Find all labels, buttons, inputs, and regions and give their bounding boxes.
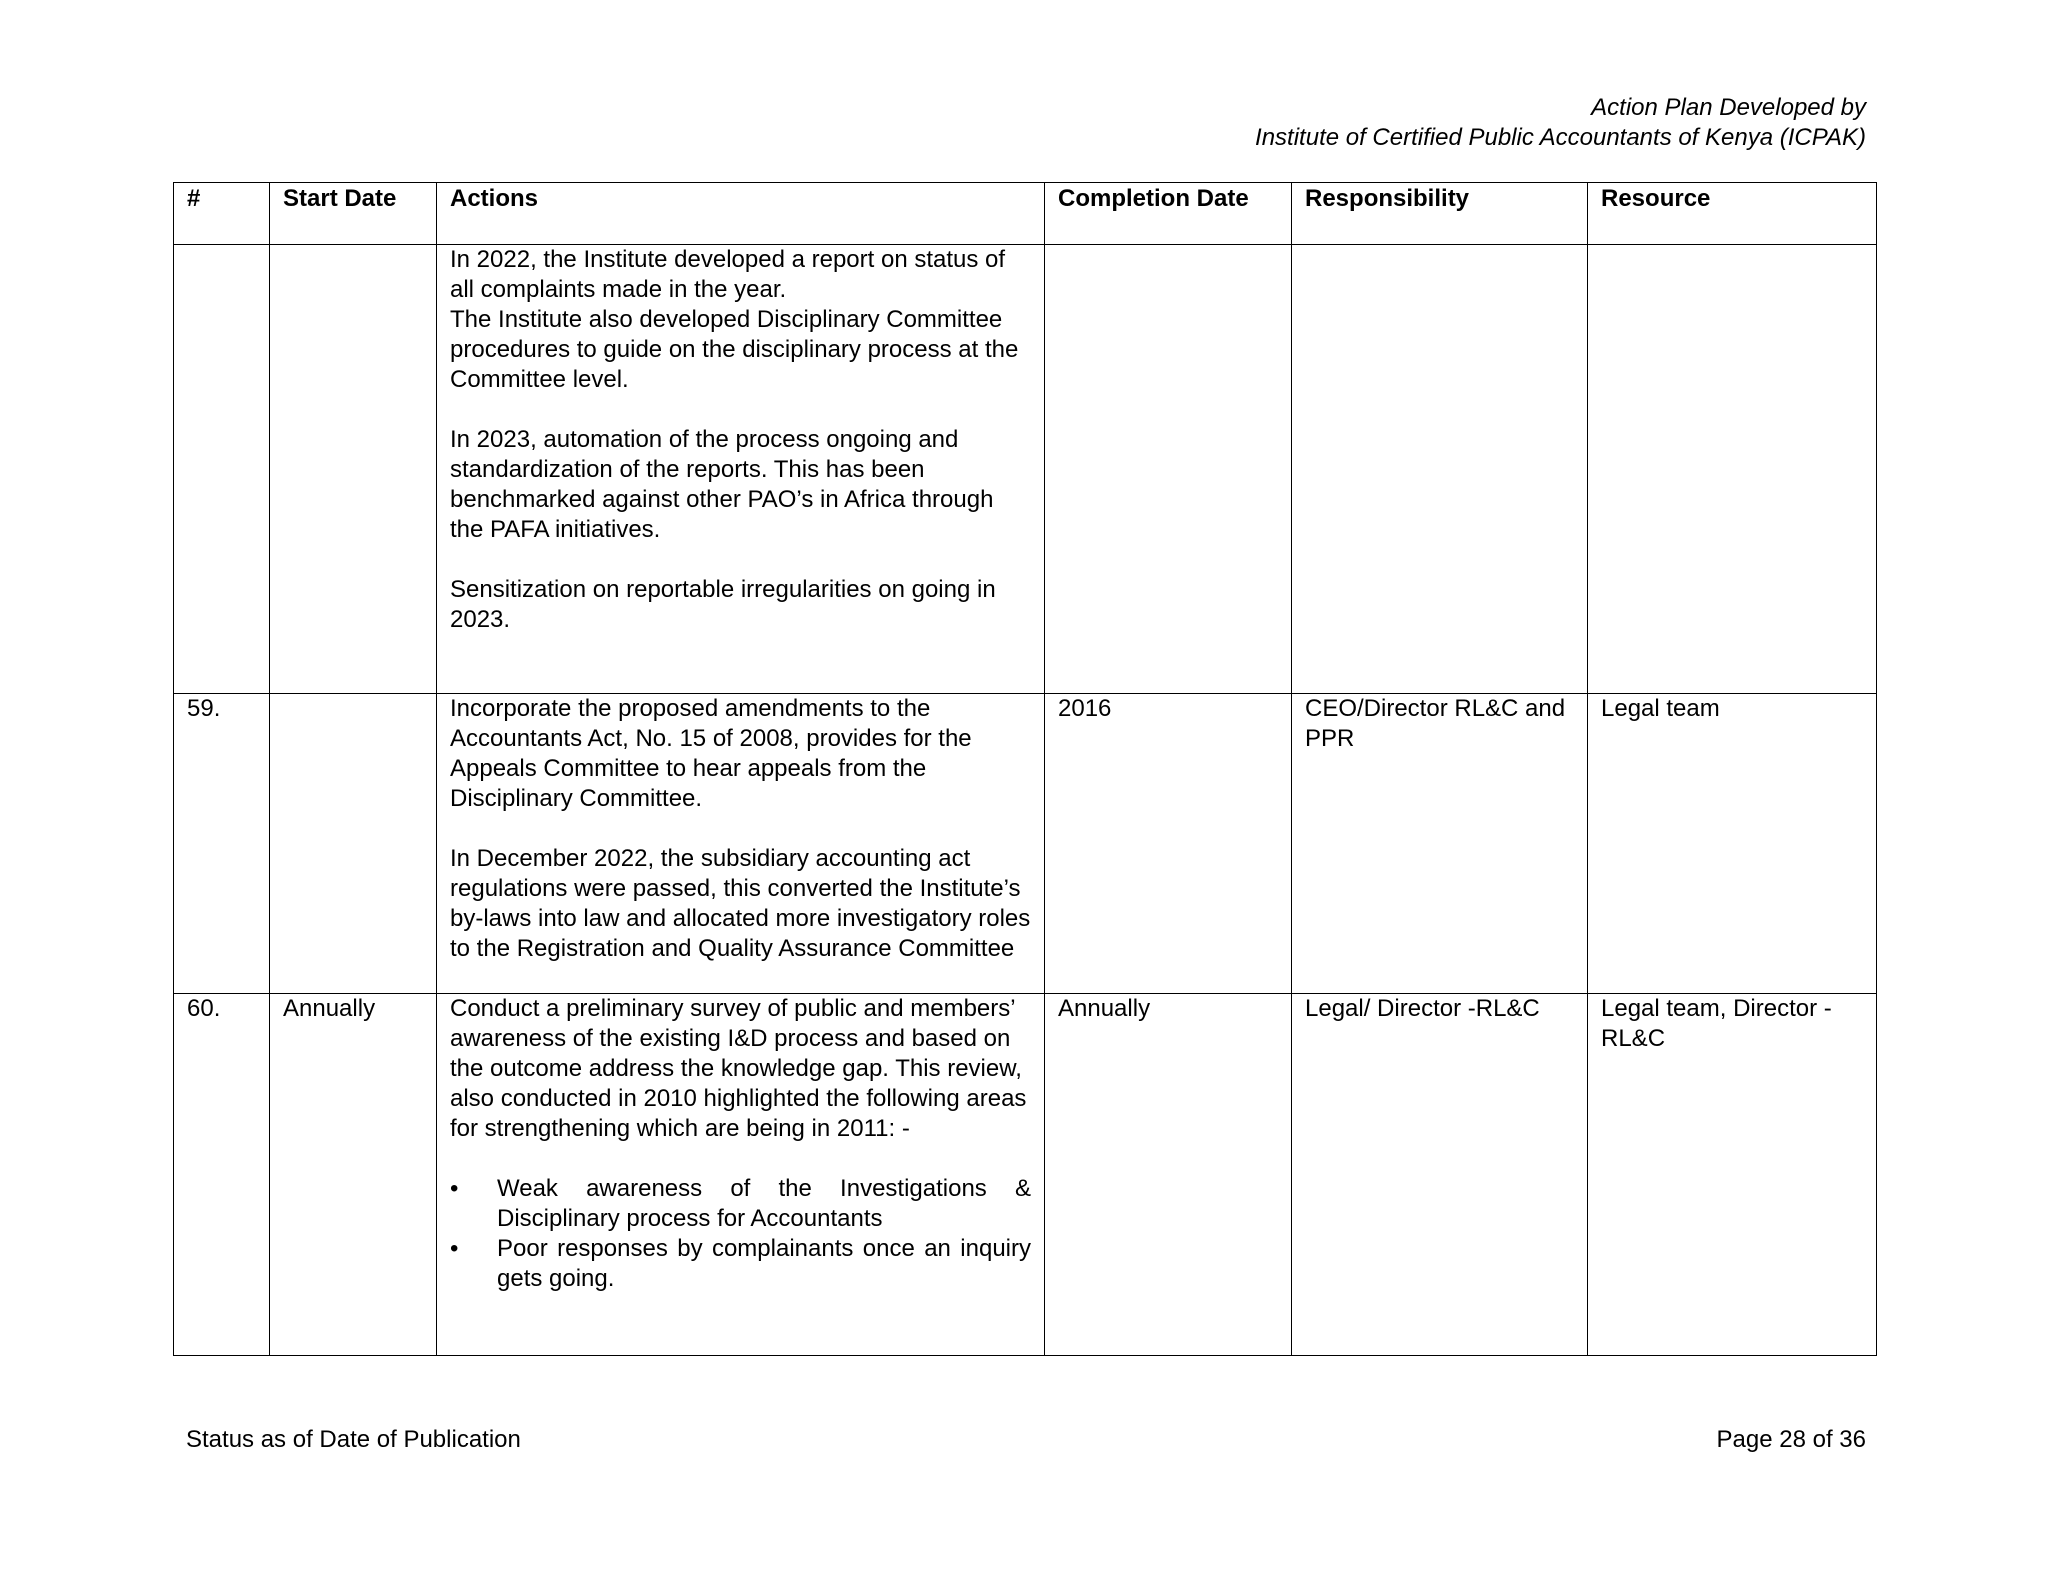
cell-resource	[1588, 245, 1877, 694]
header-line-1: Action Plan Developed by	[1591, 94, 1866, 121]
cell-completion-date	[1045, 245, 1292, 694]
action-paragraph: In December 2022, the subsidiary accounting act regulations were passed, this converted the Institute’s by-laws into law and allocated more investigatory roles to the Registration and Quality Assurance Committee	[450, 845, 1031, 962]
cell-completion-date: 2016	[1045, 694, 1292, 994]
cell-start-date: Annually	[270, 994, 437, 1356]
action-paragraph: Sensitization on reportable irregularities on going in 2023.	[450, 576, 996, 633]
cell-actions	[437, 994, 1045, 1356]
bullet-icon: •	[450, 1175, 459, 1202]
cell-start-date	[270, 245, 437, 694]
column-header-completion-date: Completion Date	[1045, 183, 1292, 245]
column-header-actions: Actions	[437, 183, 1045, 245]
table-row	[174, 245, 1877, 694]
bullet-text: Weak awareness of the Investigations & Disciplinary process for Accountants	[497, 1175, 1031, 1232]
page-header	[1255, 93, 1866, 153]
cell-responsibility	[1292, 245, 1588, 694]
cell-actions	[437, 694, 1045, 994]
table-row	[174, 994, 1877, 1356]
bullet-text: Poor responses by complainants once an inquiry gets going.	[497, 1235, 1031, 1292]
cell-number: 60.	[174, 994, 270, 1356]
action-paragraph: In 2022, the Institute developed a report on status of all complaints made in the year.	[450, 246, 1006, 303]
action-plan-table	[173, 182, 1877, 1356]
action-paragraph: Conduct a preliminary survey of public and members’ awareness of the existing I&D process and based on the outcome address the knowledge gap. This review, also conducted in 2010 highlighted the following areas for strengthening which are being in 2011: -	[450, 995, 1027, 1142]
action-paragraph: The Institute also developed Disciplinary Committee procedures to guide on the disciplinary process at the Committee level.	[450, 306, 1019, 393]
cell-responsibility: Legal/ Director -RL&C	[1292, 994, 1588, 1356]
column-header-resource: Resource	[1588, 183, 1877, 245]
column-header-number: #	[174, 183, 270, 245]
cell-completion-date: Annually	[1045, 994, 1292, 1356]
table-row	[174, 694, 1877, 994]
list-item	[450, 1234, 1031, 1294]
header-line-2: Institute of Certified Public Accountants of Kenya (ICPAK)	[1255, 124, 1866, 151]
cell-number: 59.	[174, 694, 270, 994]
cell-start-date	[270, 694, 437, 994]
table-header-row	[174, 183, 1877, 245]
cell-resource: Legal team	[1588, 694, 1877, 994]
action-paragraph: Incorporate the proposed amendments to the Accountants Act, No. 15 of 2008, provides for the Appeals Committee to hear appeals from the Disciplinary Committee.	[450, 695, 972, 812]
footer-page-number: Page 28 of 36	[1716, 1426, 1866, 1453]
list-item	[450, 1174, 1031, 1234]
cell-responsibility: CEO/Director RL&C and PPR	[1292, 694, 1588, 994]
cell-resource: Legal team, Director - RL&C	[1588, 994, 1877, 1356]
action-paragraph: In 2023, automation of the process ongoing and standardization of the reports. This has been benchmarked against other PAO’s in Africa through the PAFA initiatives.	[450, 426, 994, 543]
column-header-responsibility: Responsibility	[1292, 183, 1588, 245]
column-header-start-date: Start Date	[270, 183, 437, 245]
footer-status: Status as of Date of Publication	[186, 1426, 521, 1453]
bullet-icon: •	[450, 1235, 459, 1262]
cell-number	[174, 245, 270, 694]
action-bullet-list	[450, 1174, 1031, 1294]
cell-actions	[437, 245, 1045, 694]
